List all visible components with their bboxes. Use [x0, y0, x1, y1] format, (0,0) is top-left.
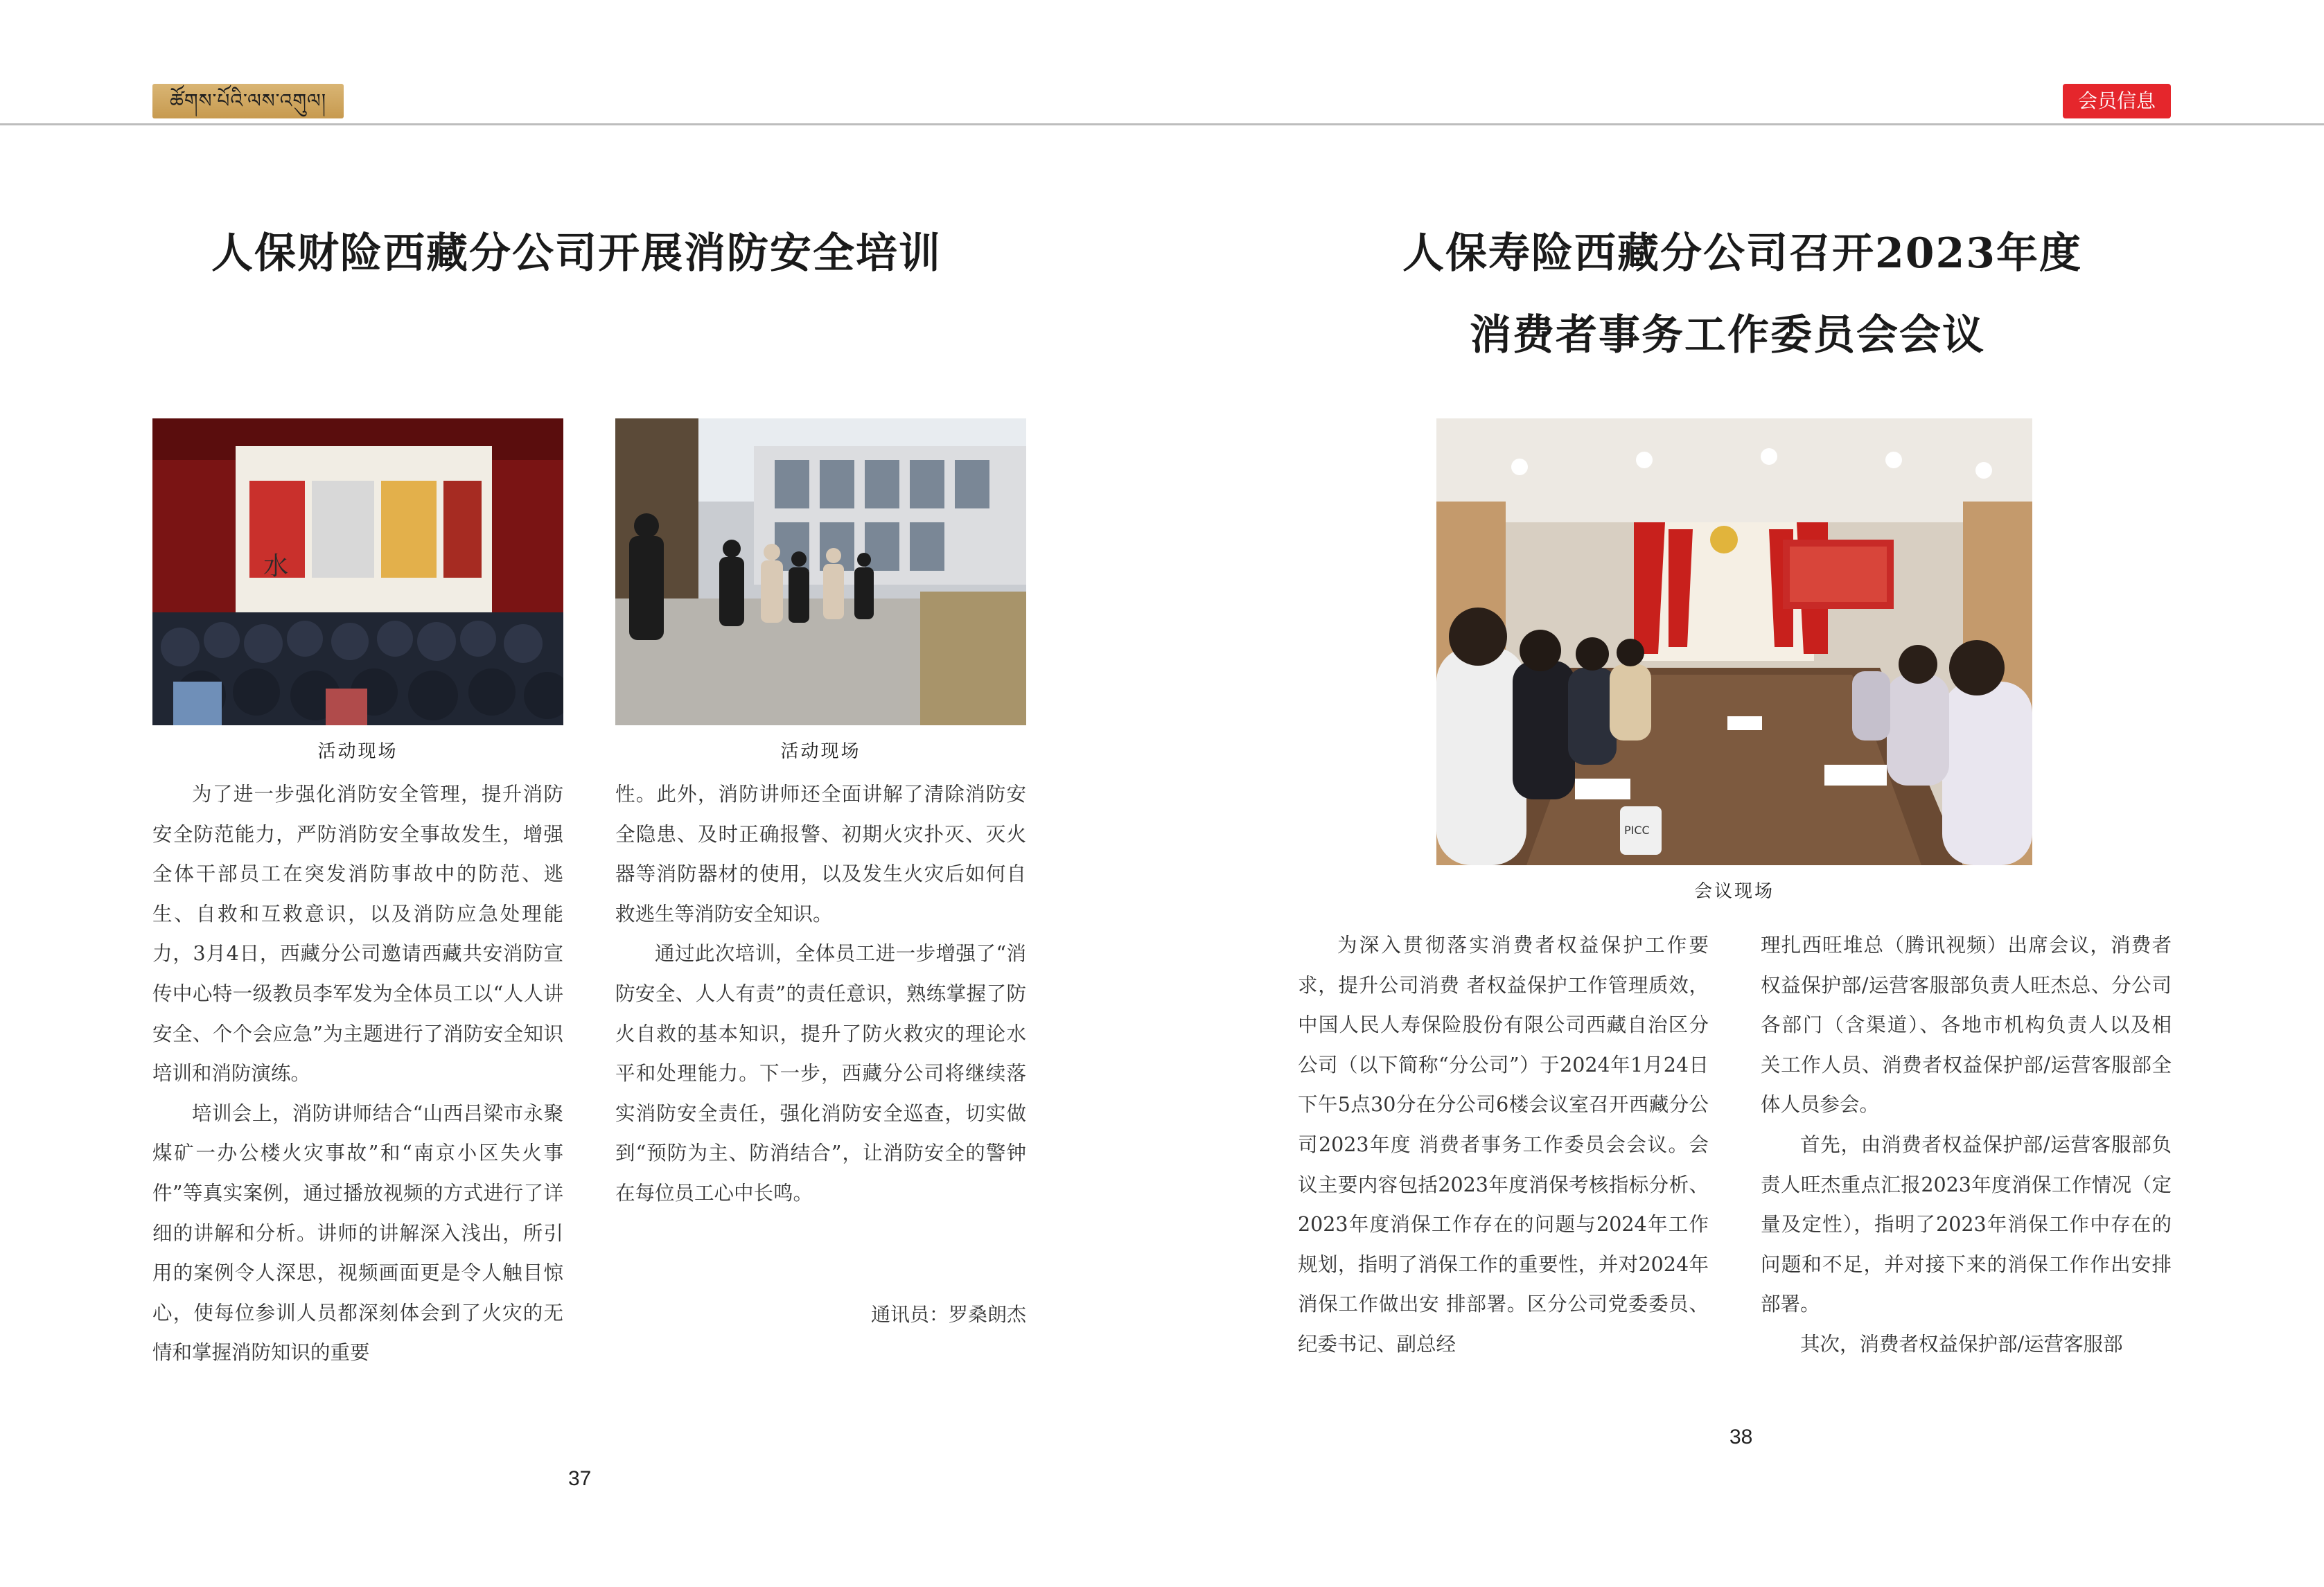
left-article-column-1 — [152, 774, 563, 1373]
page-number-left: 37 — [568, 1467, 592, 1490]
right-article-column-1 — [1298, 925, 1709, 1365]
section-tag-tibetan: ཚོགས་པོའི་ལས་འགུལ། — [152, 84, 344, 118]
paragraph: 通过此次培训，全体员工进一步增强了“消防安全、人人有责”的责任意识，熟练掌握了防火自救的基本知识，提升了防火救灾的理论水平和处理能力。下一步，西藏分公司将继续落实消防安全责任，强化消防安全巡查，切实做到“预防为主、防消结合”，让消防安全的警钟在每位员工心中长鸣。 — [615, 942, 1026, 1205]
right-article-title-line2: 消费者事务工作委员会会议 — [1470, 311, 1985, 360]
training-hall-photo — [152, 418, 563, 725]
right-article-title-line1: 人保寿险西藏分公司召开2023年度 — [1402, 229, 2082, 278]
paragraph: 首先，由消费者权益保护部/运营客服部负责人旺杰重点汇报2023年度消保工作情况（定量及定性），指明了2023年消保工作中存在的问题和不足，并对接下来的消保工作作出安排部署。 — [1761, 1133, 2172, 1316]
paragraph: 为深入贯彻落实消费者权益保护工作要求，提升公司消费 者权益保护工作管理质效，中国人民人寿保险股份有限公司西藏自治区分公司（以下简称“分公司”）于2024年1月24日下午5点30分在分公司6楼会议室召开西藏分公司2023年度 消费者事务工作委员会会议。会议主要内容包括2023年度消保考核指标分析、2023年度消保工作存在的问题与2024年工作规划，指明了消保工作的重要性，并对2024年消保工作做出安 排部署。区分公司党委委员、纪委书记、副总经 — [1298, 934, 1709, 1356]
paragraph: 性。此外，消防讲师还全面讲解了清除消防安全隐患、及时正确报警、初期火灾扑灭、灭火器等消防器材的使用，以及发生火灾后如何自救逃生等消防安全知识。 — [615, 783, 1026, 925]
section-tag-member-info: 会员信息 — [2063, 84, 2171, 118]
evacuation-drill-photo — [615, 418, 1026, 725]
left-article-column-2 — [615, 774, 1026, 1214]
meeting-room-photo — [1436, 418, 2032, 865]
mug-text: PICC — [1624, 824, 1650, 837]
paragraph: 理扎西旺堆总（腾讯视频）出席会议，消费者权益保护部/运营客服部负责人旺杰总、分公司各部门（含渠道）、各地市机构负责人以及相 关工作人员、消费者权益保护部/运营客服部全体人员参会。 — [1761, 934, 2172, 1117]
photo2-caption: 活动现场 — [780, 741, 861, 762]
page-number-right: 38 — [1729, 1426, 1753, 1448]
paragraph: 为了进一步强化消防安全管理，提升消防安全防范能力，严防消防安全事故发生，增强全体干部员工在突发消防事故中的防范、逃生、自救和互救意识，以及消防应急处理能力，3月4日，西藏分公司邀请西藏共安消防宣传中心特一级教员李军发为全体员工以“人人讲安全、个个会应急”为主题进行了消防安全知识培训和消防演练。 — [152, 783, 563, 1085]
reporter-credit: 通讯员：罗桑朗杰 — [870, 1303, 1026, 1326]
left-article-title: 人保财险西藏分公司开展消防安全培训 — [211, 229, 942, 278]
photo1-caption: 活动现场 — [317, 741, 398, 762]
paragraph: 培训会上，消防讲师结合“山西吕梁市永聚煤矿一办公楼火灾事故”和“南京小区失火事件”等真实案例，通过播放视频的方式进行了详细的讲解和分析。讲师的讲解深入浅出，所引用的案例令人深思，视频画面更是令人触目惊心，使每位参训人员都深刻体会到了火灾的无情和掌握消防知识的重要 — [152, 1101, 563, 1365]
meeting-photo-caption: 会议现场 — [1693, 881, 1775, 902]
paragraph: 其次，消费者权益保护部/运营客服部 — [1800, 1332, 2123, 1356]
right-article-column-2 — [1761, 925, 2172, 1365]
slide-glyph: 水 — [263, 552, 289, 580]
header-divider — [0, 123, 2324, 125]
